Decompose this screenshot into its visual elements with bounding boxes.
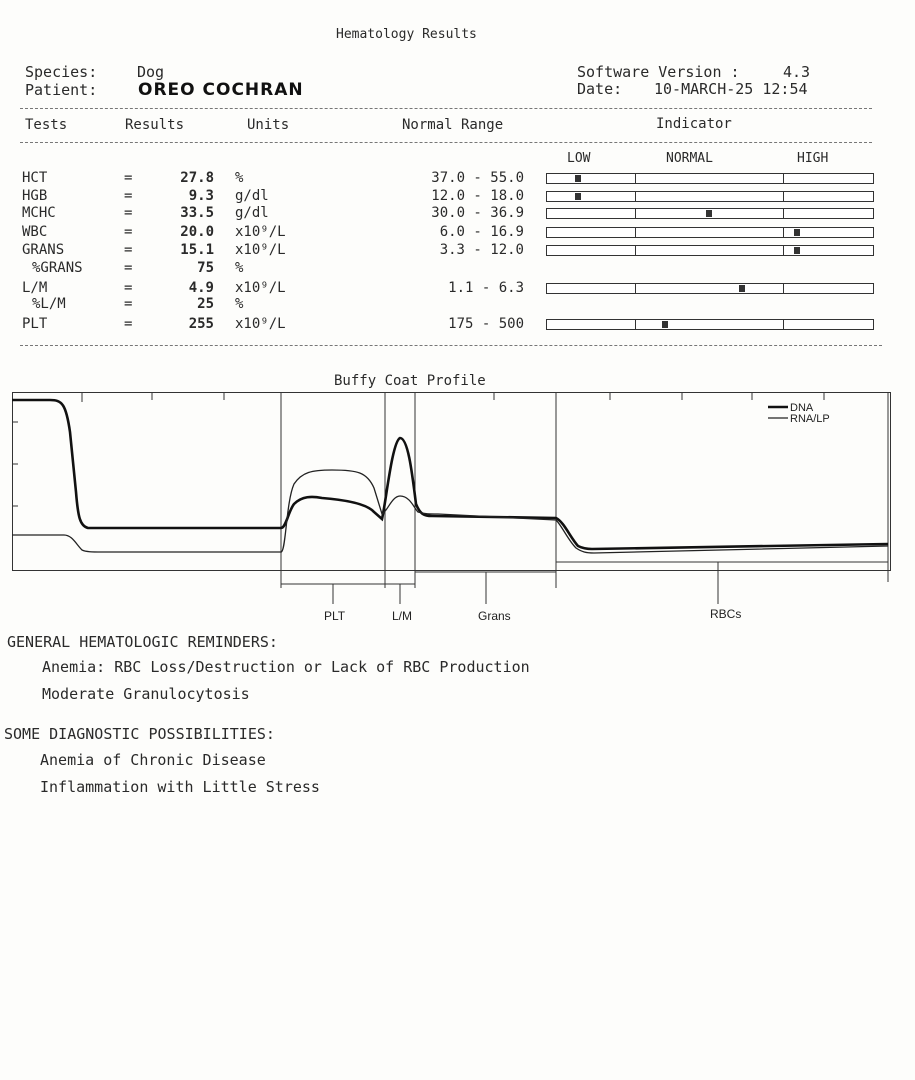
report-title: Hematology Results [336, 27, 477, 42]
top-ticks [82, 392, 824, 402]
equals-sign: = [124, 170, 133, 186]
indicator-normal-label: NORMAL [666, 151, 713, 166]
col-indicator: Indicator [656, 116, 732, 132]
result-value: 20.0 [180, 224, 214, 240]
equals-sign: = [124, 224, 133, 240]
result-row [0, 205, 915, 223]
result-value: 33.5 [180, 205, 214, 221]
indicator-bar [546, 319, 874, 330]
indicator-marker [706, 210, 712, 217]
test-name: HGB [22, 188, 48, 204]
indicator-bar [546, 245, 874, 256]
buffy-title: Buffy Coat Profile [334, 373, 486, 389]
result-unit: g/dl [235, 205, 269, 221]
result-row [0, 260, 915, 278]
result-value: 255 [188, 316, 214, 332]
reminder-item: Moderate Granulocytosis [42, 685, 250, 703]
result-unit: g/dl [235, 188, 269, 204]
indicator-divider [783, 246, 784, 255]
test-name: %GRANS [32, 260, 83, 276]
result-value: 75 [197, 260, 214, 276]
indicator-divider [783, 320, 784, 329]
test-name: GRANS [22, 242, 65, 258]
indicator-marker [575, 175, 581, 182]
equals-sign: = [124, 296, 133, 312]
indicator-divider [783, 284, 784, 293]
indicator-bar [546, 173, 874, 184]
indicator-marker [794, 247, 800, 254]
region-label-plt: PLT [324, 609, 346, 623]
result-row [0, 188, 915, 206]
result-value: 27.8 [180, 170, 214, 186]
indicator-divider [783, 209, 784, 218]
col-tests: Tests [25, 117, 68, 133]
result-unit: x10⁹/L [235, 242, 286, 258]
equals-sign: = [124, 188, 133, 204]
col-results: Results [125, 117, 185, 133]
result-unit: % [235, 170, 244, 186]
region-label-lm: L/M [392, 609, 413, 623]
reminders-heading: GENERAL HEMATOLOGIC REMINDERS: [7, 633, 278, 651]
result-unit: % [235, 296, 244, 312]
indicator-bar [546, 227, 874, 238]
results-divider [20, 345, 882, 346]
equals-sign: = [124, 280, 133, 296]
indicator-high-label: HIGH [797, 151, 829, 166]
date-label: Date: [577, 80, 623, 98]
software-label: Software Version : [577, 63, 740, 81]
normal-range: 6.0 - 16.9 [439, 224, 524, 240]
indicator-divider [635, 284, 636, 293]
patient-name: OREO COCHRAN [138, 80, 304, 100]
result-value: 4.9 [188, 280, 214, 296]
indicator-divider [635, 209, 636, 218]
indicator-low-label: LOW [567, 151, 591, 166]
indicator-divider [635, 174, 636, 183]
date-value: 10-MARCH-25 12:54 [654, 80, 808, 98]
patient-label: Patient: [25, 81, 98, 99]
normal-range: 1.1 - 6.3 [448, 280, 524, 296]
normal-range: 12.0 - 18.0 [431, 188, 524, 204]
legend-rna-label: RNA/LP [790, 413, 830, 425]
reminder-item: Anemia: RBC Loss/Destruction or Lack of RBC Production [42, 658, 530, 676]
header-divider [20, 108, 872, 109]
diagnostic-item: Inflammation with Little Stress [40, 778, 320, 796]
chart-frame [13, 393, 891, 571]
equals-sign: = [124, 316, 133, 332]
equals-sign: = [124, 260, 133, 276]
region-label-rbcs: RBCs [710, 607, 742, 621]
diagnostics-heading: SOME DIAGNOSTIC POSSIBILITIES: [4, 725, 275, 743]
result-row [0, 170, 915, 188]
software-version: 4.3 [783, 63, 811, 81]
indicator-divider [635, 192, 636, 201]
indicator-bar [546, 283, 874, 294]
region-brackets [281, 562, 888, 604]
test-name: PLT [22, 316, 48, 332]
result-value: 9.3 [188, 188, 214, 204]
result-row [0, 224, 915, 242]
test-name: %L/M [32, 296, 66, 312]
species-label: Species: [25, 63, 98, 81]
normal-range: 37.0 - 55.0 [431, 170, 524, 186]
result-unit: x10⁹/L [235, 224, 286, 240]
result-unit: x10⁹/L [235, 280, 286, 296]
result-row [0, 296, 915, 314]
equals-sign: = [124, 205, 133, 221]
indicator-divider [783, 174, 784, 183]
buffy-coat-chart [12, 392, 897, 630]
normal-range: 175 - 500 [448, 316, 524, 332]
columns-divider [20, 142, 872, 143]
result-row [0, 242, 915, 260]
indicator-marker [575, 193, 581, 200]
normal-range: 30.0 - 36.9 [431, 205, 524, 221]
col-normal-range: Normal Range [402, 117, 504, 133]
result-value: 15.1 [180, 242, 214, 258]
diagnostic-item: Anemia of Chronic Disease [40, 751, 266, 769]
indicator-divider [635, 246, 636, 255]
result-value: 25 [197, 296, 214, 312]
test-name: MCHC [22, 205, 56, 221]
indicator-divider [783, 192, 784, 201]
indicator-divider [635, 320, 636, 329]
indicator-bar [546, 191, 874, 202]
indicator-bar [546, 208, 874, 219]
test-name: L/M [22, 280, 48, 296]
indicator-divider [635, 228, 636, 237]
dna-curve [12, 400, 888, 549]
equals-sign: = [124, 242, 133, 258]
indicator-marker [662, 321, 668, 328]
rna-curve [12, 470, 888, 553]
indicator-marker [739, 285, 745, 292]
normal-range: 3.3 - 12.0 [439, 242, 524, 258]
species-value: Dog [137, 63, 165, 81]
result-unit: % [235, 260, 244, 276]
indicator-divider [783, 228, 784, 237]
region-label-grans: Grans [478, 609, 511, 623]
col-units: Units [247, 117, 290, 133]
test-name: HCT [22, 170, 48, 186]
chart-legend [768, 402, 830, 425]
result-row [0, 316, 915, 334]
legend-dna-label: DNA [790, 402, 814, 414]
result-unit: x10⁹/L [235, 316, 286, 332]
indicator-marker [794, 229, 800, 236]
test-name: WBC [22, 224, 48, 240]
